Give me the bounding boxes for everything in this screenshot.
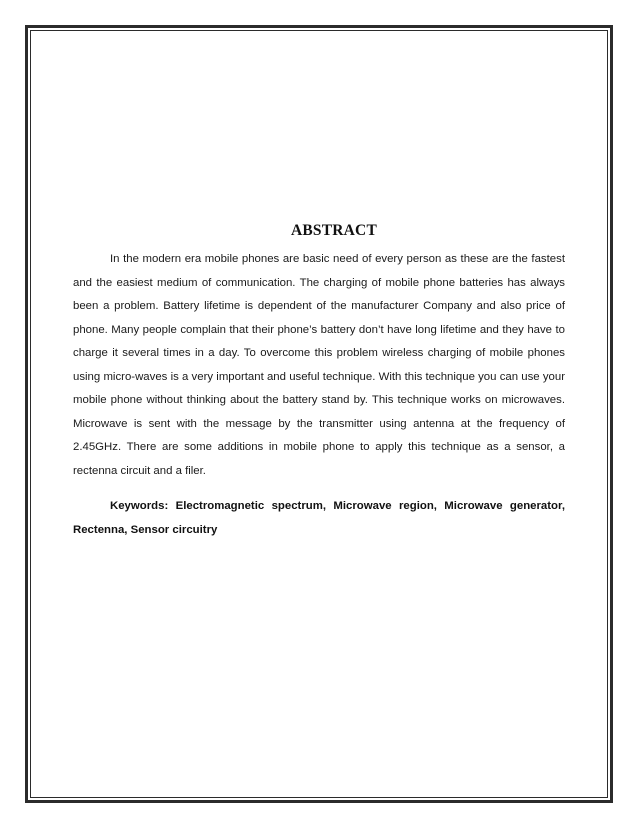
- abstract-section: [73, 222, 565, 542]
- keywords-paragraph: Keywords: Electromagnetic spectrum, Microwave region, Microwave generator, Rectenna, Sensor circuitry: [73, 500, 565, 536]
- page-title: ABSTRACT: [290, 222, 377, 239]
- abstract-paragraph: In the modern era mobile phones are basic need of every person as these are the fastest and the easiest medium of communication. The charging of mobile phone batteries has always been a problem. Battery lifetime is dependent of the manufacturer Company and also price of phone. Many people complain that their phone’s battery don’t have long lifetime and they have to charge it several times in a day. To overcome this problem wireless charging of mobile phones using micro-waves is a very important and useful technique. With this technique you can use your mobile phone without thinking about the battery stand by. This technique works on microwaves. Microwave is sent with the message by the transmitter using antenna at the frequency of 2.45GHz. There are some additions in mobile phone to apply this technique as a sensor, a rectenna circuit and a filer.: [73, 253, 565, 477]
